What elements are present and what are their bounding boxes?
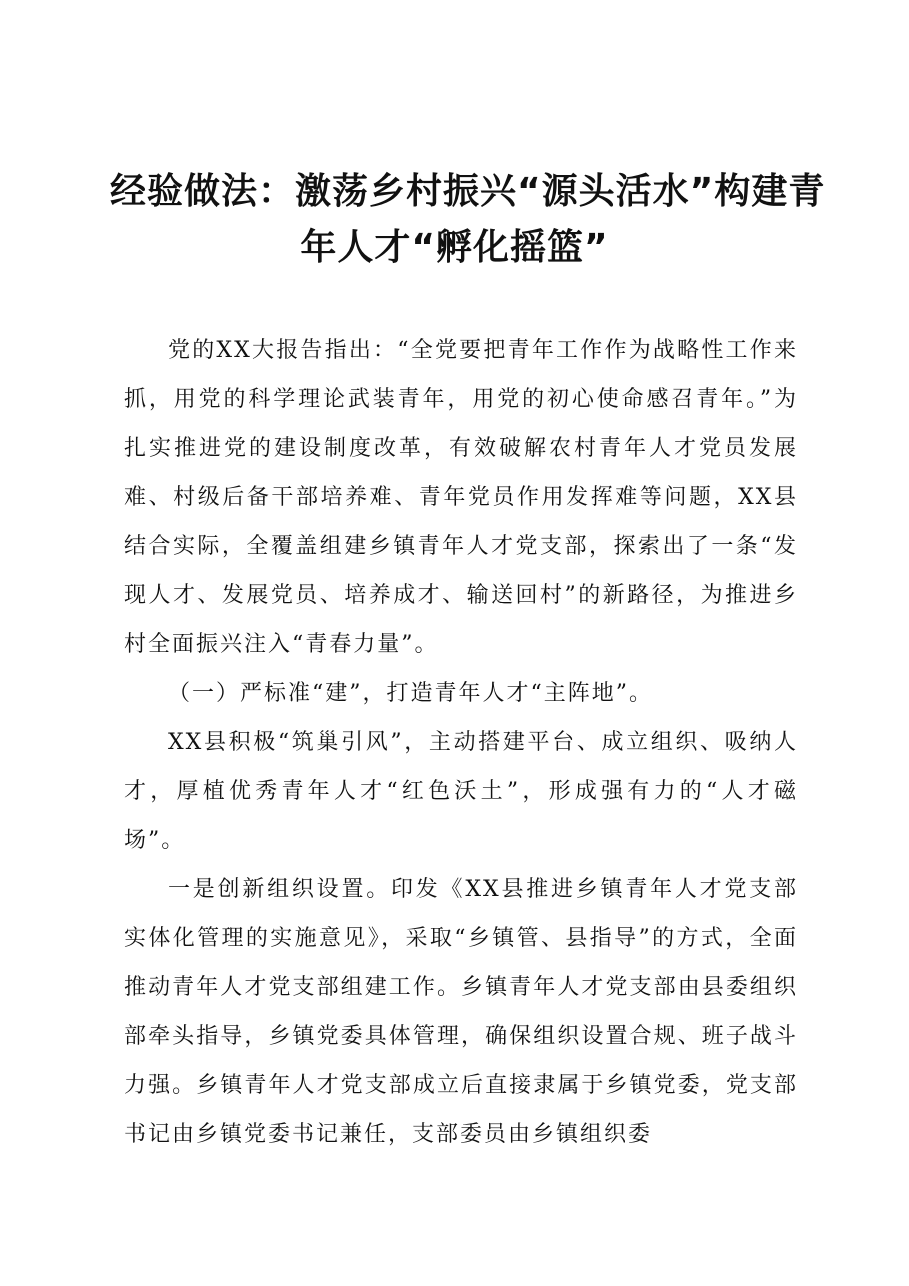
paragraph-intro: 党的XX大报告指出：“全党要把青年工作作为战略性工作来抓，用党的科学理论武装青年，用党的初心使命感召青年。”为扎实推进党的建设制度改革，有效破解农村青年人才党员发展难、村级后备干部培养难、青年党员作用发挥难等问题，XX县结合实际，全覆盖组建乡镇青年人才党支部，探索出了一条“发现人才、发展党员、培养成才、输送回村”的新路径，为推进乡村全面振兴注入“青春力量”。 <box>124 338 798 657</box>
paragraph-section-intro: XX县积极“筑巢引风”，主动搭建平台、成立组织、吸纳人才，厚植优秀青年人才“红色沃土”，形成强有力的“人才磁场”。 <box>124 730 798 853</box>
section-heading: （一）严标准“建”，打造青年人才“主阵地”。 <box>168 681 653 706</box>
title-line-2: 年人才“孵化摇篮” <box>300 227 609 268</box>
title-line-1: 经验做法：激荡乡村振兴“源头活水”构建青 <box>110 171 826 212</box>
document-title <box>110 164 826 276</box>
document-body <box>124 326 798 1159</box>
paragraph-point-one: 一是创新组织设置。印发《XX县推进乡镇青年人才党支部实体化管理的实施意见》，采取“乡镇管、县指导”的方式，全面推动青年人才党支部组建工作。乡镇青年人才党支部由县委组织部牵头指导，乡镇党委具体管理，确保组织设置合规、班子战斗力强。乡镇青年人才党支部成立后直接隶属于乡镇党委，党支部书记由乡镇党委书记兼任，支部委员由乡镇组织委 <box>124 877 798 1147</box>
